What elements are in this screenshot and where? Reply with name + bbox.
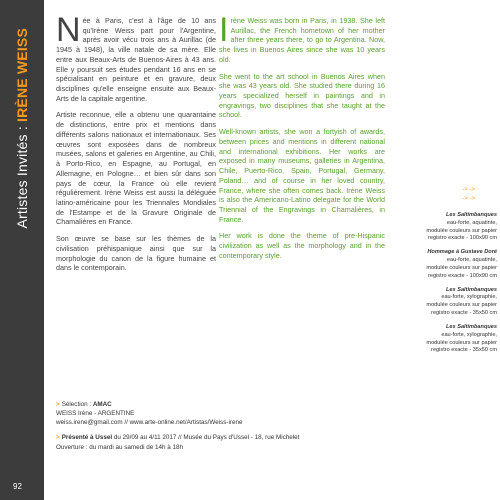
artwork-title: Les Saltimbanques <box>446 286 497 293</box>
artwork-captions <box>385 212 497 361</box>
footer-info <box>56 400 436 458</box>
exhibition-label: Présenté à Ussel <box>61 434 113 442</box>
artwork-support: modulée couleurs sur papier <box>426 339 497 346</box>
artwork-title: Les Saltimbanques <box>446 323 497 330</box>
french-paragraph-1 <box>56 11 216 103</box>
artwork-technique: eau-forte, aquatinte, <box>446 257 497 264</box>
french-paragraph-2: Artiste reconnue, elle a obtenu une quarantaine de distinctions, entre prix et mentions dans différents salons nationaux et internationaux. Ses œuvres sont exposées dans de nombreux musées, salons et galeries en Argentine, au Chili, à Porto-Rico, en Espagne, au Portugal, en Allemagne, en Pologne… et bien sûr dans son pays de cœur, la France où elle revient régulièrement. Irène Weiss est aussi la déléguée latino-américaine pour les Triennales Mondiales de l'Estampe et de la Gravure Originale de Chamalières en France. <box>56 110 216 227</box>
chevron-right-icon: > <box>56 434 60 442</box>
selection-value: AMAC <box>92 401 112 408</box>
arrow-marker-1: -> -> <box>462 187 475 193</box>
exhibition-details: du 29/09 au 4/11 2017 // Musée du Pays d'Ussel - 18, rue Michelet <box>112 434 300 442</box>
english-paragraph-2: She went to the art school in Buenos Aires when she was 43 years old. She studied there during 16 years specialized herself in paintings and in engravings, two disciplines that she taught at the school. <box>219 71 385 120</box>
sidebar-title-text <box>14 28 30 229</box>
artwork-technique: eau-forte, xylographie, <box>441 331 497 338</box>
artwork-support: modulée couleurs sur papier <box>426 227 497 234</box>
arrow-marker-2: -> -> <box>462 196 475 202</box>
artwork-title: Les Saltimbanques <box>446 212 497 218</box>
artwork-support: modulée couleurs sur papier <box>426 302 497 309</box>
artwork-dimensions: registro exacte - 100x90 cm <box>427 235 497 242</box>
chevron-right-icon: > <box>56 401 60 408</box>
selection-block <box>56 400 436 427</box>
sidebar-title-prefix: Artistes Invités : <box>14 121 30 228</box>
artwork-dimensions: registro exacte - 100x90 cm <box>427 272 497 279</box>
selection-label: Sélection : <box>61 401 93 408</box>
opening-hours: Ouverture : du mardi au samedi de 14h à 18h <box>56 443 184 451</box>
english-dropcap: I <box>219 11 229 49</box>
artwork-caption <box>385 212 497 243</box>
artwork-caption <box>385 287 497 318</box>
exhibition-block <box>56 433 436 451</box>
sidebar-title-name: IRÈNE WEISS <box>14 27 30 122</box>
artwork-title: Hommage à Gustave Doré <box>427 249 497 256</box>
english-paragraph-4: Her work is done the theme of pre-Hispanic civilization as well as the morphology and in the contemporary style. <box>219 231 385 260</box>
artwork-technique: eau-forte, aquatinte, <box>446 219 497 226</box>
french-paragraph-1-text: ée à Paris, c'est à l'âge de 10 ans qu'Irène Weiss part pour l'Argentine, après avoir vécu trois ans à Aurillac (de 1945 à 1948), la ville natale de sa mère. Elle entre aux Beaux-Arts de Buenos-Aires à 43 ans. Elle y poursuit ses études pendant 16 ans en se spécialisant en peinture et en gravure, deux disciplines qu'elle enseigne ensuite aux Beaux-Arts de la capitale argentine. <box>56 16 216 103</box>
english-paragraph-1-text: rène Weiss was born in Paris, in 1938. She left Aurillac, the French hometown of her mother after three years there, to go to Argentina. Now, she lives in Buenos Aires since she was 10 years old. <box>219 16 385 64</box>
english-column <box>219 11 385 268</box>
artist-line: WEISS Irène - ARGENTINE <box>56 410 135 418</box>
artwork-dimensions: registro exacte - 35x50 cm <box>431 347 497 354</box>
exhibition-line <box>56 433 436 442</box>
artwork-technique: eau-forte, xylographie, <box>441 294 497 301</box>
contact-line: weiss.irene@gmail.com // www.arte-online.net/Artistas/Weiss-irene <box>56 419 243 427</box>
sidebar-title <box>10 27 34 228</box>
french-column <box>56 11 216 280</box>
english-paragraph-1 <box>219 11 385 65</box>
english-paragraph-3: Well-known artists, she won a fortyish of awards, between prices and mentions in different national and international exhibitions. Her works are exposed in many museums, galleries in Argentina, Chile, Puerto-Rico, Spain, Portugal, Germany, Poland… and of course in her loved country, France, where she often comes back. Irène Weiss is also the Americano-Latino delegate for the World Triennial of the Engravings in Chamalières, in France. <box>219 127 385 224</box>
artwork-caption <box>385 324 497 355</box>
artwork-dimensions: registro exacte - 35x50 cm <box>431 310 497 317</box>
artwork-support: modulée couleurs sur papier <box>426 264 497 271</box>
selection-line <box>56 400 436 409</box>
page-number: 92 <box>13 482 22 491</box>
french-dropcap: N <box>56 11 81 49</box>
french-paragraph-3: Son œuvre se base sur les thèmes de la civilisation préhispanique ainsi que sur la morphologie du canon de la figure humaine et dans le contemporain. <box>56 234 216 273</box>
artwork-caption <box>385 249 497 280</box>
